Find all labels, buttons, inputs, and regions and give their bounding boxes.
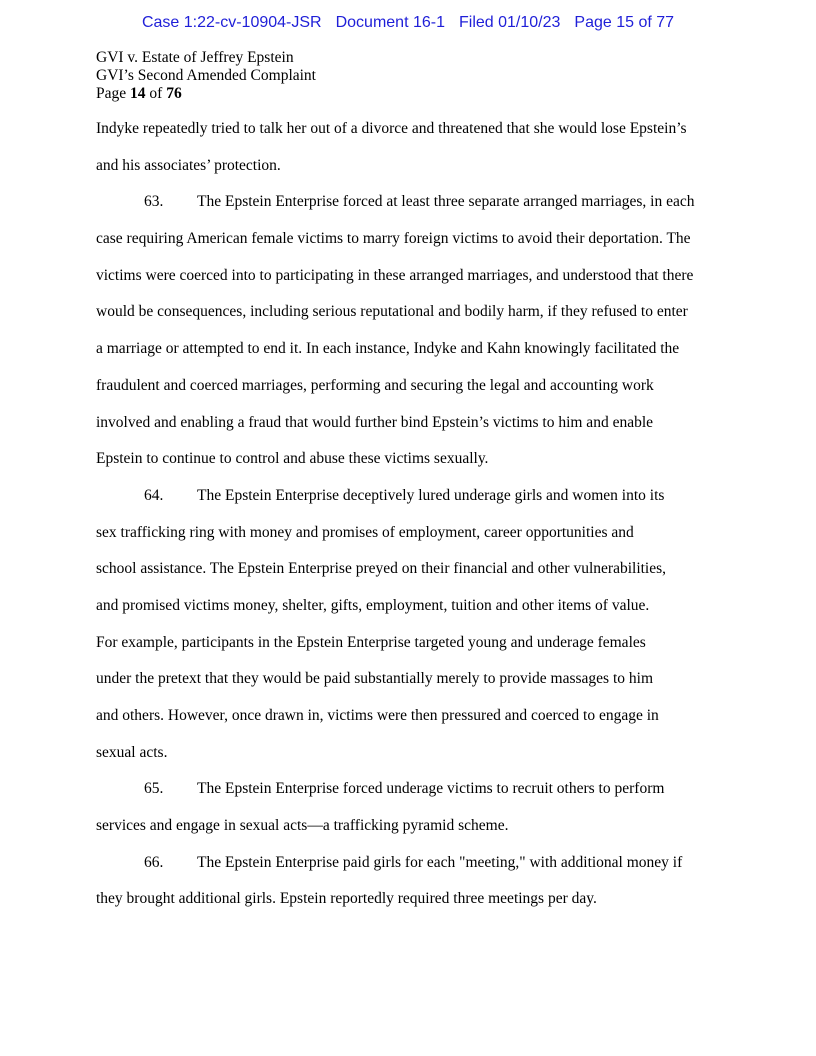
page-total: 76 — [166, 85, 182, 102]
caption-case-title: GVI v. Estate of Jeffrey Epstein — [96, 49, 294, 66]
text-line — [96, 515, 720, 552]
text-line — [96, 405, 720, 442]
text-line — [96, 258, 720, 295]
filed-date: Filed 01/10/23 — [458, 14, 561, 31]
text-line — [96, 221, 720, 258]
line-text: sex trafficking ring with money and promises of employment, career opportunities and — [96, 523, 634, 541]
case-number: Case 1:22-cv-10904-JSR — [141, 14, 322, 31]
line-text: involved and enabling a fraud that would further bind Epstein’s victims to him and enable — [96, 413, 654, 431]
line-text: and others. However, once drawn in, victims were then pressured and coerced to engage in — [96, 707, 659, 724]
text-line — [96, 808, 720, 845]
text-line — [96, 184, 720, 221]
caption-page-line — [96, 85, 316, 103]
complaint-body — [96, 111, 720, 918]
text-line — [96, 148, 720, 185]
text-line — [96, 588, 720, 625]
line-text: fraudulent and coerced marriages, performing and securing the legal and accounting work — [96, 376, 654, 394]
text-line — [96, 294, 720, 331]
paragraph-number: 66. — [144, 853, 164, 871]
line-text: Epstein to continue to control and abuse these victims sexually. — [96, 450, 489, 468]
text-line — [96, 441, 720, 478]
text-line — [96, 661, 720, 698]
line-text: The Epstein Enterprise paid girls for each "meeting," with additional money if — [197, 853, 683, 871]
line-text: school assistance. The Epstein Enterprise preyed on their financial and other vulnerabilities, — [96, 560, 667, 578]
text-line — [96, 845, 720, 882]
line-text: case requiring American female victims to marry foreign victims to avoid their deportation. The — [96, 230, 691, 248]
page-prefix: Page — [96, 85, 127, 102]
line-text: sexual acts. — [96, 743, 168, 761]
line-text: The Epstein Enterprise forced underage victims to recruit others to perform — [197, 780, 665, 798]
line-text: under the pretext that they would be paid substantially merely to provide massages to him — [96, 670, 654, 688]
ecf-filing-header — [0, 14, 816, 32]
text-line — [96, 735, 720, 772]
text-line — [96, 625, 720, 662]
paragraph-number: 65. — [144, 780, 164, 798]
line-text: victims were coerced into to participating in these arranged marriages, and understood that there — [96, 266, 694, 284]
document-number: Document 16-1 — [335, 14, 445, 31]
text-line — [96, 771, 720, 808]
document-caption — [96, 49, 316, 103]
line-text: would be consequences, including serious reputational and bodily harm, if they refused to enter — [96, 303, 688, 321]
text-line — [96, 111, 720, 148]
ecf-page-number: Page 15 of 77 — [574, 14, 675, 31]
text-line — [96, 551, 720, 588]
page-current: 14 — [130, 85, 146, 102]
page-of: of — [149, 85, 163, 102]
paragraph-number: 63. — [144, 193, 164, 211]
caption-document-title: GVI’s Second Amended Complaint — [96, 67, 316, 84]
text-line — [96, 698, 720, 735]
line-text: services and engage in sexual acts—a trafficking pyramid scheme. — [96, 817, 509, 835]
line-text: and his associates’ protection. — [96, 156, 281, 174]
text-line — [96, 368, 720, 405]
text-line — [96, 331, 720, 368]
text-line — [96, 881, 720, 918]
line-text: The Epstein Enterprise deceptively lured underage girls and women into its — [197, 486, 665, 504]
text-line — [96, 478, 720, 515]
line-text: Indyke repeatedly tried to talk her out of a divorce and threatened that she would lose Epstein’s — [96, 120, 687, 137]
line-text: a marriage or attempted to end it. In each instance, Indyke and Kahn knowingly facilitated the — [96, 340, 680, 358]
line-text: The Epstein Enterprise forced at least three separate arranged marriages, in each — [197, 193, 695, 211]
line-text: and promised victims money, shelter, gifts, employment, tuition and other items of value. — [96, 596, 650, 614]
paragraph-number: 64. — [144, 486, 164, 504]
line-text: For example, participants in the Epstein Enterprise targeted young and underage females — [96, 633, 646, 651]
line-text: they brought additional girls. Epstein reportedly required three meetings per day. — [96, 890, 597, 908]
